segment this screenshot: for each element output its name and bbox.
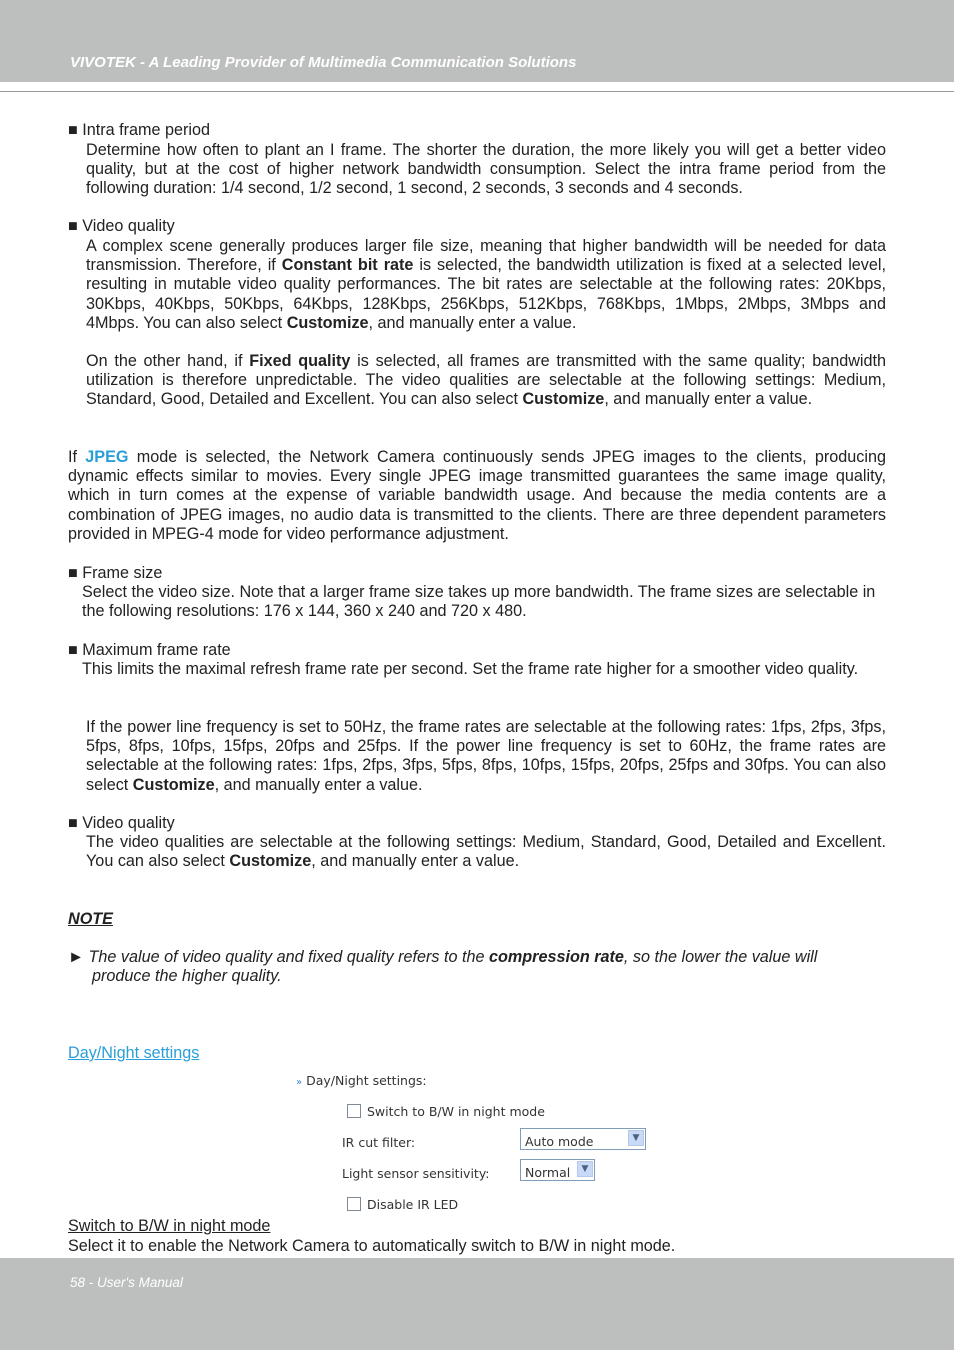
intra-frame-heading: ■ Intra frame period (68, 121, 211, 139)
light-sensor-select[interactable]: Normal ▼ (520, 1159, 595, 1181)
header-divider (0, 91, 954, 92)
page-footer (0, 1258, 954, 1350)
note-title: NOTE (68, 910, 113, 928)
disable-ir-led-label: Disable IR LED (367, 1197, 459, 1212)
note-text: ► The value of video quality and fixed quality refers to the compression rate, so the lower the value will produce the higher quality. (68, 948, 818, 986)
max-frame-rate-heading: ■ Maximum frame rate (68, 641, 231, 659)
switch-bw-checkbox[interactable] (347, 1104, 361, 1118)
jpeg-paragraph: If JPEG mode is selected, the Network Camera continuously sends JPEG images to the clients, producing dynamic effects similar to movies. Every single JPEG image transmitted guarantees the same image quality, which in turn comes at the expense of variable bandwidth usage. And because the media contents are a combination of JPEG images, no audio data is transmitted to the clients. There are three dependent parameters provided in MPEG-4 mode for video performance adjustment. (68, 448, 886, 543)
page-number: 58 - User's Manual (70, 1275, 183, 1290)
day-night-settings-panel (296, 1066, 656, 1216)
ir-cut-filter-label: IR cut filter: (342, 1135, 416, 1150)
ir-cut-filter-select[interactable]: Auto mode ▼ (520, 1128, 646, 1150)
switch-bw-heading: Switch to B/W in night mode (68, 1217, 271, 1235)
video-quality-2-text: The video qualities are selectable at the following settings: Medium, Standard, Good, Detailed and Excellent. You can also select Customize, and manually enter a value. (86, 833, 886, 871)
video-quality-2-heading: ■ Video quality (68, 814, 175, 832)
arrow-icon: ► (68, 948, 85, 966)
light-sensor-label: Light sensor sensitivity: (342, 1166, 490, 1181)
dropdown-arrow-icon: ▼ (577, 1161, 593, 1177)
header-title: VIVOTEK - A Leading Provider of Multimedia Communication Solutions (70, 54, 577, 71)
collapse-chevron-icon: » (296, 1077, 303, 1088)
switch-bw-description: Select it to enable the Network Camera to automatically switch to B/W in night mode. (68, 1237, 676, 1255)
frame-rate-paragraph: If the power line frequency is set to 50Hz, the frame rates are selectable at the following rates: 1fps, 2fps, 3fps, 5fps, 8fps, 10fps, 15fps, 20fps and 25fps. If the power line frequency is set to 60Hz, the frame rates are selectable at the following rates: 1fps, 2fps, 3fps, 5fps, 8fps, 10fps, 15fps, 20fps, 25fps and 30fps. You can also select Customize, and manually enter a value. (86, 718, 886, 794)
intra-frame-text: Determine how often to plant an I frame. The shorter the duration, the more likely you will get a better video quality, but at the cost of higher network bandwidth consumption. Select the intra frame period from the following duration: 1/4 second, 1/2 second, 1 second, 2 seconds, 3 seconds and 4 seconds. (86, 141, 886, 198)
frame-size-text: Select the video size. Note that a larger frame size takes up more bandwidth. The frame sizes are selectable in the following resolutions: 176 x 144, 360 x 240 and 720 x 480. (82, 583, 876, 621)
video-quality-heading: ■ Video quality (68, 217, 175, 235)
max-frame-rate-text: This limits the maximal refresh frame rate per second. Set the frame rate higher for a smoother video quality. (82, 660, 859, 678)
frame-size-heading: ■ Frame size (68, 564, 163, 582)
video-quality-paragraph-2: On the other hand, if Fixed quality is selected, all frames are transmitted with the same quality; bandwidth utilization is therefore unpredictable. The video qualities are selectable at the following settings: Medium, Standard, Good, Detailed and Excellent. You can also select Customize, and manually enter a value. (86, 352, 886, 409)
day-night-settings-link[interactable]: Day/Night settings (68, 1044, 200, 1062)
disable-ir-led-checkbox[interactable] (347, 1197, 361, 1211)
dropdown-arrow-icon: ▼ (628, 1130, 644, 1146)
page-header (0, 0, 954, 82)
switch-bw-label: Switch to B/W in night mode (367, 1104, 545, 1119)
panel-title[interactable]: » Day/Night settings: (296, 1073, 427, 1088)
video-quality-paragraph-1: A complex scene generally produces larger file size, meaning that higher bandwidth will be needed for data transmission. Therefore, if Constant bit rate is selected, the bandwidth utilization is fixed at a selected level, resulting in mutable video quality performances. The bit rates are selectable at the following rates: 20Kbps, 30Kbps, 40Kbps, 50Kbps, 64Kbps, 128Kbps, 256Kbps, 512Kbps, 768Kbps, 1Mbps, 2Mbps, 3Mbps and 4Mbps. You can also select Customize, and manually enter a value. (86, 237, 886, 332)
